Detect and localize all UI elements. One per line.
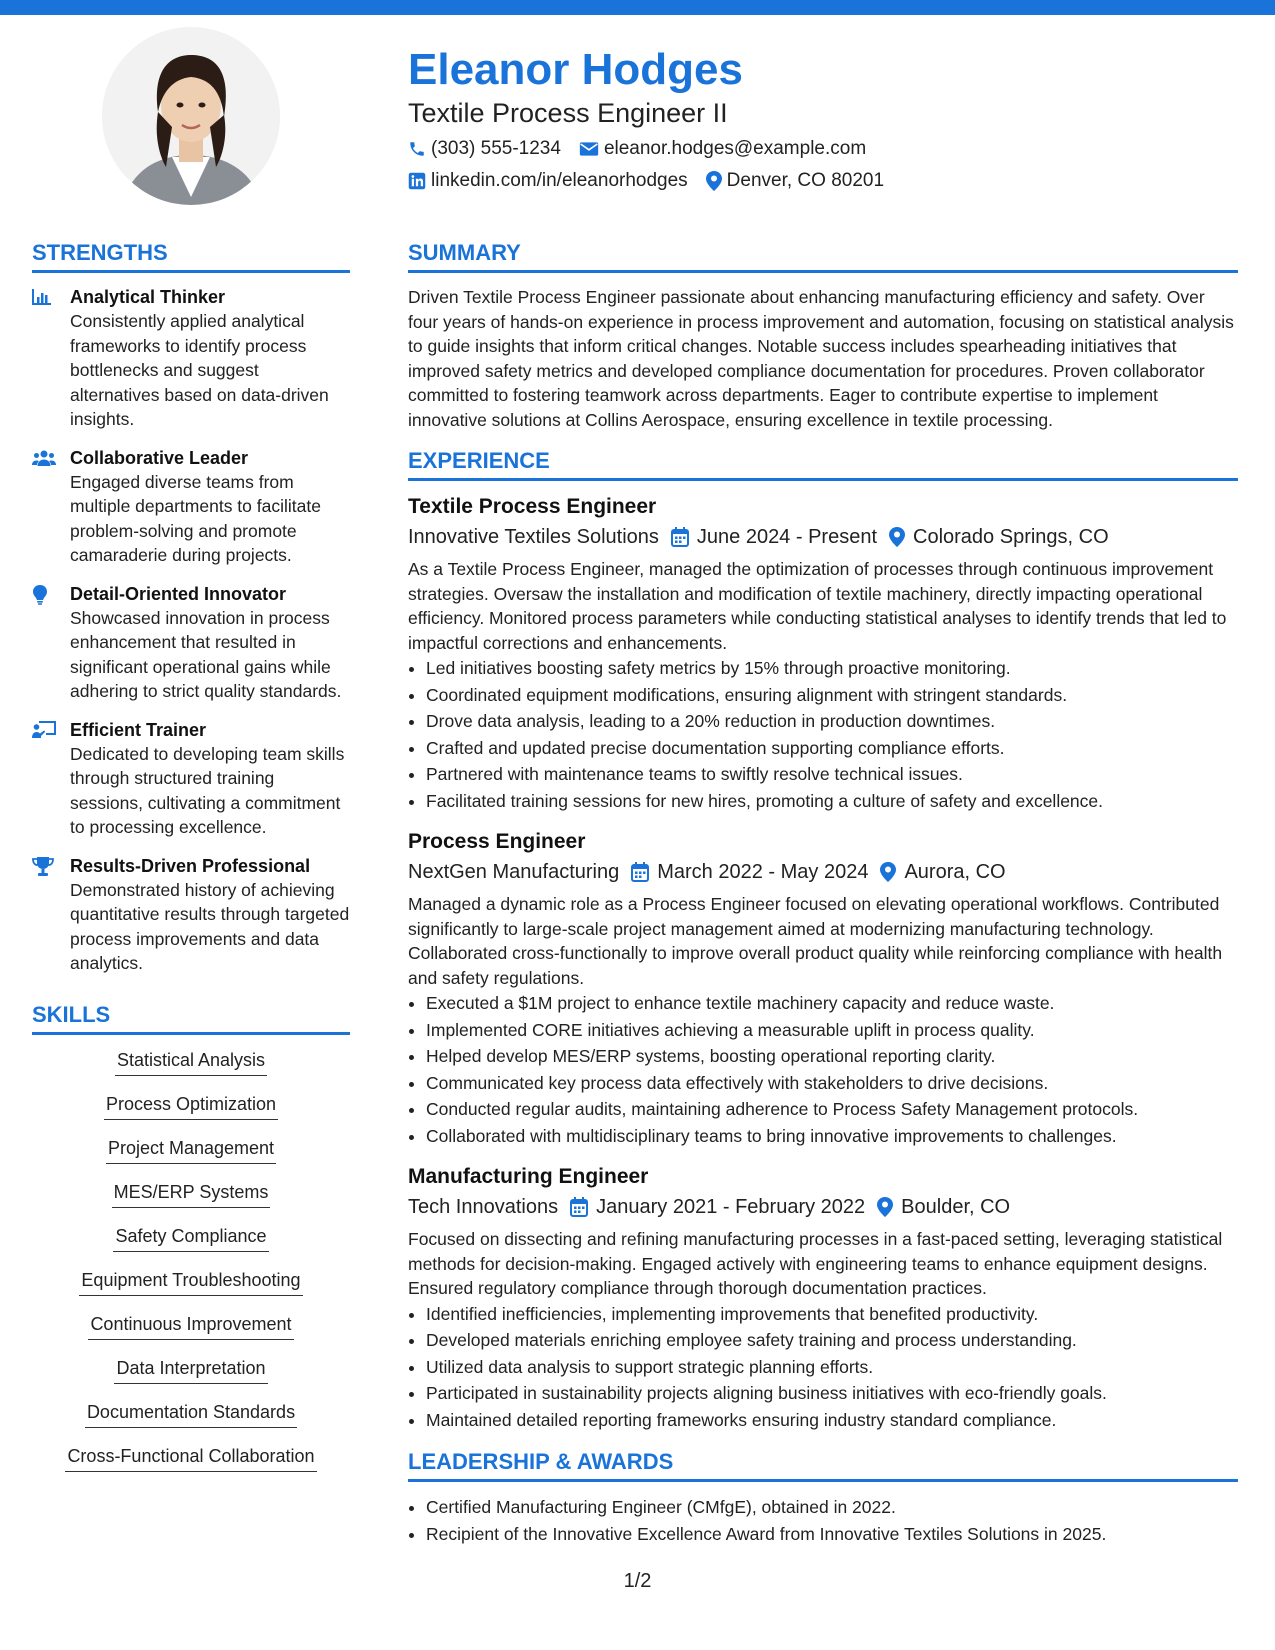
job-title: Manufacturing Engineer bbox=[408, 1165, 649, 1188]
strength-title: Analytical Thinker bbox=[70, 287, 226, 307]
job-bullet: • Drove data analysis, leading to a 20% reduction in production downtimes. bbox=[426, 708, 1238, 735]
job-bullet: • Conducted regular audits, maintaining adherence to Process Safety Management protocols. bbox=[426, 1096, 1238, 1123]
strength-desc: Showcased innovation in process enhancement that resulted in significant operational gains while adhering to strict quality standards. bbox=[70, 607, 342, 701]
job-bullet: • Collaborated with multidisciplinary teams to bring innovative improvements to challenges. bbox=[426, 1123, 1238, 1150]
strength-desc: Demonstrated history of achieving quantitative results through targeted process improvements and data analytics. bbox=[70, 879, 350, 973]
job-company: NextGen Manufacturing bbox=[408, 861, 620, 883]
job-title: Textile Process Engineer bbox=[408, 495, 657, 518]
job-company: Tech Innovations bbox=[408, 1196, 559, 1218]
job-bullet: • Coordinated equipment modifications, ensuring alignment with stringent standards. bbox=[426, 682, 1238, 709]
strengths-heading: STRENGTHS bbox=[32, 238, 350, 273]
users-icon bbox=[32, 449, 56, 467]
skill-tag: Data Interpretation bbox=[114, 1355, 267, 1384]
map-pin-icon bbox=[706, 171, 722, 191]
job-bullet: • Implemented CORE initiatives achieving a measurable uplift in process quality. bbox=[426, 1017, 1238, 1044]
job-meta bbox=[408, 1191, 1238, 1223]
job-bullet: • Identified inefficiencies, implementing improvements that benefited productivity. bbox=[426, 1301, 1238, 1328]
strength-item bbox=[32, 718, 350, 840]
bar-chart-icon bbox=[32, 288, 52, 306]
job-bullet: • Partnered with maintenance teams to swiftly resolve technical issues. bbox=[426, 761, 1238, 788]
job-bullet: • Facilitated training sessions for new hires, promoting a culture of safety and excellence. bbox=[426, 788, 1238, 815]
job-dates: March 2022 - May 2024 bbox=[657, 861, 869, 883]
job-bullets bbox=[408, 655, 1238, 814]
strength-item bbox=[32, 285, 350, 432]
calendar-icon bbox=[570, 1197, 588, 1217]
left-column bbox=[32, 238, 350, 1487]
resume-header bbox=[408, 42, 1238, 196]
award-item: • Recipient of the Innovative Excellence Award from Innovative Textiles Solutions in 2025. bbox=[426, 1521, 1238, 1548]
contact-location bbox=[706, 166, 884, 196]
map-pin-icon bbox=[877, 1197, 893, 1217]
candidate-name: Eleanor Hodges bbox=[408, 45, 743, 94]
skill-tag: Cross-Functional Collaboration bbox=[65, 1443, 316, 1472]
job-bullet: • Developed materials enriching employee safety training and process understanding. bbox=[426, 1327, 1238, 1354]
skills-heading: SKILLS bbox=[32, 1000, 350, 1035]
right-column bbox=[408, 238, 1238, 1547]
job-title: Process Engineer bbox=[408, 830, 586, 853]
contact-row-2 bbox=[408, 166, 1238, 196]
strength-title: Collaborative Leader bbox=[70, 447, 249, 468]
strength-desc: Engaged diverse teams from multiple departments to facilitate problem-solving and promote camaraderie during projects. bbox=[70, 471, 321, 565]
skill-tag: Statistical Analysis bbox=[115, 1047, 267, 1076]
skill-tag: Project Management bbox=[106, 1135, 276, 1164]
skill-tag: Continuous Improvement bbox=[88, 1311, 293, 1340]
skills-section bbox=[32, 1000, 350, 1487]
strength-desc: Consistently applied analytical frameworks to identify process bottlenecks and suggest alternatives based on data-driven insights. bbox=[70, 311, 329, 429]
job-description: Managed a dynamic role as a Process Engineer focused on elevating operational workflows. Contributed significantly to large-scale project management aimed at modernizing manufacturing technology. Collaborated cross-functionally to improve overall product quality while reinforcing compliance with health and safety regulations. bbox=[408, 894, 1223, 988]
job-description: As a Textile Process Engineer, managed the optimization of processes through continuous improvement strategies. Oversaw the installation and modification of textile machinery, directly impacting operational efficiency. Monitored process parameters while conducting statistical analyses to identify trends that led to impactful corrections and enhancements. bbox=[408, 559, 1227, 653]
job-bullets bbox=[408, 990, 1238, 1149]
job-bullet: • Crafted and updated precise documentation supporting compliance efforts. bbox=[426, 735, 1238, 762]
strength-desc: Dedicated to developing team skills through structured training sessions, cultivating a commitment to processing excellence. bbox=[70, 743, 345, 837]
lightbulb-icon bbox=[32, 585, 48, 605]
skill-tag: Process Optimization bbox=[104, 1091, 278, 1120]
envelope-icon bbox=[579, 140, 599, 158]
award-item: • Certified Manufacturing Engineer (CMfgE), obtained in 2022. bbox=[426, 1494, 1238, 1521]
trophy-icon bbox=[32, 857, 54, 877]
summary-text: Driven Textile Process Engineer passionate about enhancing manufacturing efficiency and safety. Over four years of hands-on experience in process improvement and automation, focusing on statistical analysis to guide insights that inform critical changes. Notable success includes spearheading initiatives that improved safety metrics and developed compliance documentation for procedures. Proven collaborator committed to fostering teamwork across departments. Eager to contribute expertise to implement innovative solutions at Collins Aerospace, ensuring excellence in textile processing. bbox=[408, 287, 1234, 430]
phone-icon bbox=[408, 140, 426, 158]
skill-tag: Safety Compliance bbox=[113, 1223, 268, 1252]
job-location: Boulder, CO bbox=[901, 1196, 1011, 1218]
job-bullet: • Communicated key process data effectively with stakeholders to drive decisions. bbox=[426, 1070, 1238, 1097]
calendar-icon bbox=[671, 527, 689, 547]
job-dates: June 2024 - Present bbox=[696, 526, 878, 548]
job-bullet: • Maintained detailed reporting frameworks ensuring industry standard compliance. bbox=[426, 1407, 1238, 1434]
job-bullets bbox=[408, 1301, 1238, 1434]
job-bullet: • Participated in sustainability projects aligning business initiatives with eco-friendly goals. bbox=[426, 1380, 1238, 1407]
calendar-icon bbox=[631, 862, 649, 882]
job-bullet: • Executed a $1M project to enhance textile machinery capacity and reduce waste. bbox=[426, 990, 1238, 1017]
email-text[interactable]: eleanor.hodges@example.com bbox=[603, 138, 867, 159]
summary-heading: SUMMARY bbox=[408, 238, 1238, 273]
skill-tag: MES/ERP Systems bbox=[112, 1179, 271, 1208]
map-pin-icon bbox=[889, 527, 905, 547]
skill-tag: Equipment Troubleshooting bbox=[79, 1267, 302, 1296]
job-description: Focused on dissecting and refining manufacturing processes in a fast-paced setting, leveraging statistical methods for decision-making. Engaged actively with engineering teams to enhance equipment designs. Ensured regulatory compliance through thorough documentation practices. bbox=[408, 1229, 1223, 1298]
map-pin-icon bbox=[880, 862, 896, 882]
page-number: 1/2 bbox=[623, 1570, 652, 1592]
job-entry bbox=[408, 493, 1238, 814]
strength-title: Detail-Oriented Innovator bbox=[70, 583, 287, 604]
job-location: Colorado Springs, CO bbox=[913, 526, 1109, 548]
profile-photo bbox=[102, 27, 280, 205]
linkedin-text[interactable]: linkedin.com/in/eleanorhodges bbox=[431, 170, 688, 191]
job-entry bbox=[408, 828, 1238, 1149]
job-dates: January 2021 - February 2022 bbox=[596, 1196, 866, 1218]
job-bullet: • Helped develop MES/ERP systems, boosting operational reporting clarity. bbox=[426, 1043, 1238, 1070]
linkedin-icon bbox=[408, 172, 426, 190]
contact-row-1 bbox=[408, 134, 1238, 164]
top-accent-bar bbox=[0, 0, 1275, 15]
skill-list bbox=[32, 1047, 350, 1487]
job-meta bbox=[408, 521, 1238, 553]
awards-list bbox=[408, 1494, 1238, 1547]
job-company: Innovative Textiles Solutions bbox=[408, 526, 659, 548]
candidate-title: Textile Process Engineer II bbox=[408, 98, 728, 128]
strength-item bbox=[32, 854, 350, 976]
awards-heading: LEADERSHIP & AWARDS bbox=[408, 1447, 1238, 1482]
job-entry bbox=[408, 1163, 1238, 1433]
presentation-icon bbox=[32, 721, 56, 739]
contact-linkedin[interactable] bbox=[408, 166, 688, 196]
job-bullet: • Led initiatives boosting safety metrics by 15% through proactive monitoring. bbox=[426, 655, 1238, 682]
phone-text: (303) 555-1234 bbox=[431, 138, 561, 159]
strength-title: Efficient Trainer bbox=[70, 719, 207, 740]
job-location: Aurora, CO bbox=[904, 861, 1006, 883]
job-meta bbox=[408, 856, 1238, 888]
experience-heading: EXPERIENCE bbox=[408, 446, 1238, 481]
job-bullet: • Utilized data analysis to support strategic planning efforts. bbox=[426, 1354, 1238, 1381]
strength-item bbox=[32, 446, 350, 568]
strength-title: Results-Driven Professional bbox=[70, 855, 311, 876]
contact-email[interactable] bbox=[579, 134, 866, 164]
location-text: Denver, CO 80201 bbox=[726, 170, 885, 191]
contact-phone bbox=[408, 134, 561, 164]
strength-item bbox=[32, 582, 350, 704]
skill-tag: Documentation Standards bbox=[85, 1399, 297, 1428]
